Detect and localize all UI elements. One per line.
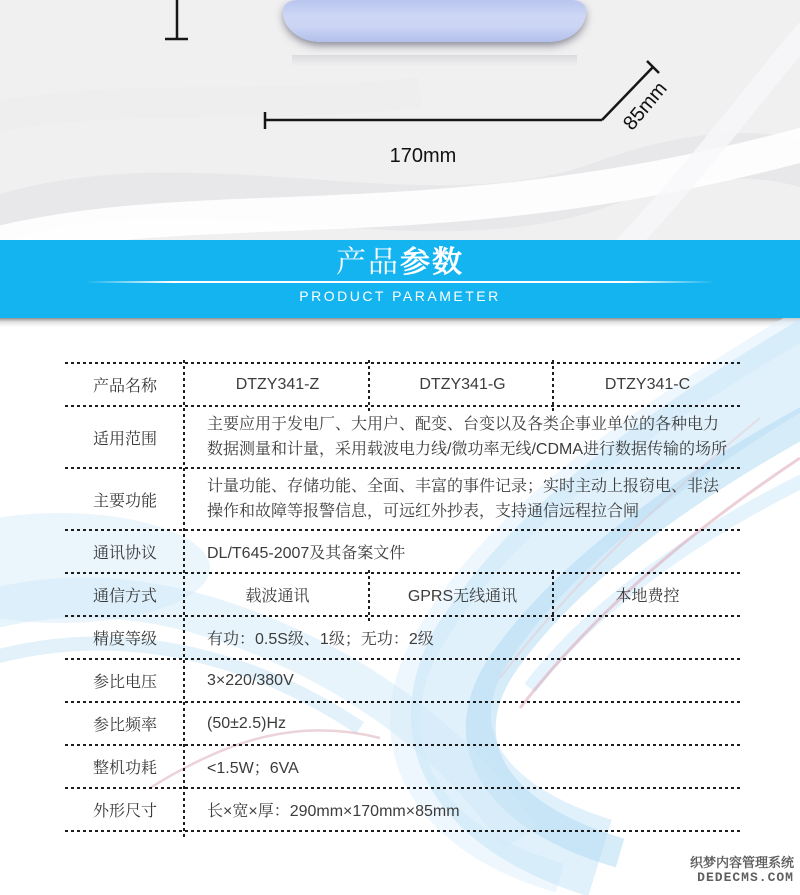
label-column-divider (183, 360, 185, 840)
table-row-product-name (65, 364, 740, 405)
cell-divider (368, 570, 370, 624)
section-title-regular: 产品 (336, 246, 400, 279)
row-label: 参比频率 (92, 717, 157, 734)
table-border (65, 830, 740, 832)
row-label: 主要功能 (92, 492, 157, 510)
row-label: 通信方式 (92, 588, 157, 605)
comm-mode: 载波通讯 (245, 588, 310, 605)
row-value: DL/T645-2007及其备案文件 (207, 545, 406, 562)
hero-product-dimensions (0, 0, 800, 240)
value-line: 主要应用于发电厂、大用户、配变、台变以及各类企事业单位的各种电力 (207, 416, 720, 433)
table-row-communication-mode (65, 574, 740, 615)
row-value: 3×220/380V (207, 671, 294, 689)
model-name: DTZY341-G (419, 375, 506, 393)
dimension-lines (0, 0, 800, 240)
table-row-application-scope (65, 407, 740, 467)
row-value: 有功：0.5S级、1级；无功：2级 (207, 631, 434, 648)
section-title (0, 240, 800, 279)
cms-watermark (690, 855, 794, 885)
row-label: 适用范围 (92, 430, 157, 448)
table-row-reference-frequency (65, 703, 740, 744)
row-label: 整机功耗 (92, 760, 157, 777)
value-line: 数据测量和计量，采用载波电力线/微功率无线/CDMA进行数据传输的场所 (207, 441, 728, 458)
section-banner (0, 240, 800, 318)
section-subtitle: PRODUCT PARAMETER (299, 288, 501, 304)
banner-divider-line (85, 281, 715, 283)
value-line: 计量功能、存储功能、全面、丰富的事件记录；实时主动上报窃电、非法 (207, 478, 720, 495)
cell-divider (552, 570, 554, 624)
row-label: 外形尺寸 (92, 803, 157, 820)
row-cells (185, 364, 740, 405)
comm-mode: GPRS无线通讯 (407, 588, 518, 605)
cms-watermark-cn: 织梦内容管理系统 (689, 855, 794, 870)
table-row-main-functions (65, 469, 740, 529)
row-label: 精度等级 (92, 631, 157, 648)
model-name: DTZY341-Z (235, 375, 320, 393)
row-label: 通讯协议 (92, 545, 157, 562)
table-row-power-consumption (65, 746, 740, 787)
table-row-outline-dimensions (65, 789, 740, 830)
row-value: <1.5W；6VA (207, 760, 299, 777)
row-label: 产品名称 (92, 378, 157, 395)
cell-divider (368, 360, 370, 414)
section-title-bold: 参数 (400, 246, 464, 279)
value-line: 操作和故障等报警信息，可远红外抄表，支持通信远程拉合闸 (207, 503, 640, 520)
depth-dimension-label: 85mm (619, 77, 672, 135)
table-row-accuracy-class (65, 617, 740, 658)
table-row-protocol (65, 531, 740, 572)
cms-watermark-domain: DEDECMS.COM (697, 870, 794, 885)
row-value (185, 407, 740, 467)
spec-table (65, 362, 740, 832)
model-name: DTZY341-C (604, 375, 691, 393)
cell-divider (552, 360, 554, 414)
row-value (185, 469, 740, 529)
table-row-reference-voltage (65, 660, 740, 701)
row-value: 长×宽×厚：290mm×170mm×85mm (207, 803, 460, 820)
row-cells (185, 574, 740, 615)
row-value: (50±2.5)Hz (207, 714, 287, 732)
row-label: 参比电压 (92, 674, 157, 691)
width-dimension-label: 170mm (389, 145, 457, 167)
comm-mode: 本地费控 (615, 588, 680, 605)
